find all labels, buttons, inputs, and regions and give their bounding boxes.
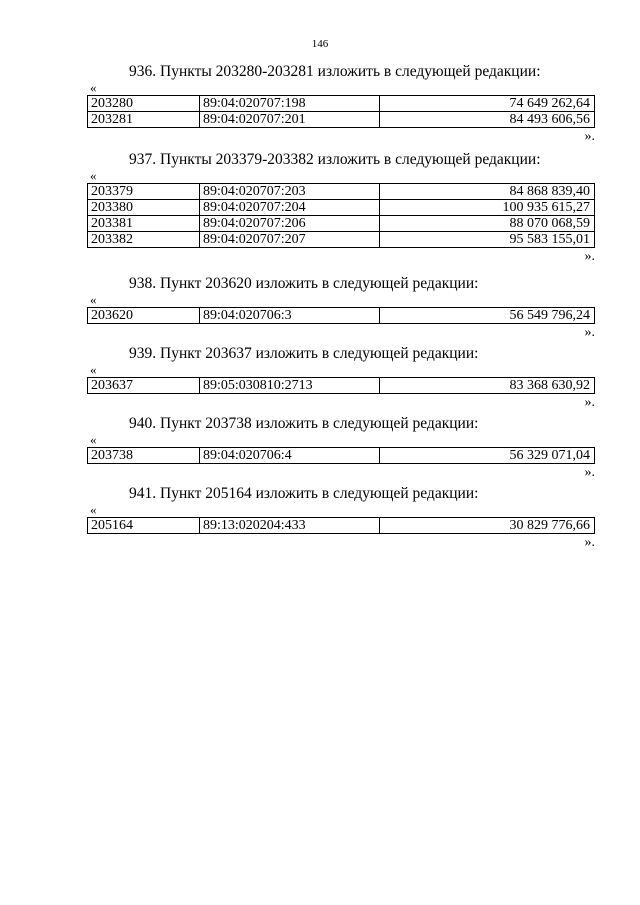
table-row [88,378,595,394]
table-row [88,232,595,248]
value-cell: 100 935 615,27 [380,200,595,216]
cadastral-number-cell: 89:04:020706:4 [200,448,380,464]
opening-quote: « [90,80,97,95]
value-cell: 83 368 630,92 [380,378,595,394]
closing-quote: ». [584,465,595,480]
item-number-cell: 203738 [88,448,200,464]
table-row [88,96,595,112]
value-cell: 56 329 071,04 [380,448,595,464]
cadastral-number-cell: 89:04:020707:206 [200,216,380,232]
amendment-table [87,307,595,324]
amendment-heading: 938. Пункт 203620 изложить в следующей редакции: [129,275,479,292]
amendment-table [87,377,595,394]
amendment-heading: 940. Пункт 203738 изложить в следующей редакции: [129,415,479,432]
value-cell: 95 583 155,01 [380,232,595,248]
opening-quote: « [90,168,97,183]
value-cell: 84 868 839,40 [380,184,595,200]
amendment-section-940 [87,414,595,482]
cadastral-number-cell: 89:04:020706:3 [200,308,380,324]
table-row [88,448,595,464]
cadastral-number-cell: 89:04:020707:207 [200,232,380,248]
cadastral-number-cell: 89:04:020707:203 [200,184,380,200]
page-number: 146 [311,38,329,50]
amendment-section-937 [87,150,595,266]
amendment-heading: 937. Пункты 203379-203382 изложить в следующей редакции: [129,151,541,168]
cadastral-number-cell: 89:04:020707:198 [200,96,380,112]
closing-quote: ». [584,325,595,340]
table-row [88,184,595,200]
opening-quote: « [90,432,97,447]
closing-quote: ». [584,395,595,410]
cadastral-number-cell: 89:04:020707:201 [200,112,380,128]
item-number-cell: 203620 [88,308,200,324]
value-cell: 84 493 606,56 [380,112,595,128]
item-number-cell: 203379 [88,184,200,200]
value-cell: 30 829 776,66 [380,518,595,534]
cadastral-number-cell: 89:13:020204:433 [200,518,380,534]
item-number-cell: 203382 [88,232,200,248]
amendment-heading: 941. Пункт 205164 изложить в следующей редакции: [129,485,479,502]
amendment-table [87,517,595,534]
closing-quote: ». [584,129,595,144]
closing-quote: ». [584,535,595,550]
item-number-cell: 203281 [88,112,200,128]
value-cell: 74 649 262,64 [380,96,595,112]
amendment-section-939 [87,344,595,412]
item-number-cell: 203380 [88,200,200,216]
opening-quote: « [90,292,97,307]
amendment-section-936 [87,62,595,146]
amendment-table [87,95,595,128]
cadastral-number-cell: 89:04:020707:204 [200,200,380,216]
item-number-cell: 205164 [88,518,200,534]
item-number-cell: 203381 [88,216,200,232]
value-cell: 56 549 796,24 [380,308,595,324]
item-number-cell: 203280 [88,96,200,112]
table-row [88,518,595,534]
opening-quote: « [90,362,97,377]
table-row [88,200,595,216]
amendment-heading: 939. Пункт 203637 изложить в следующей редакции: [129,345,479,362]
table-row [88,216,595,232]
closing-quote: ». [584,249,595,264]
amendment-section-941 [87,484,595,552]
table-row [88,308,595,324]
amendment-heading: 936. Пункты 203280-203281 изложить в следующей редакции: [129,63,541,80]
table-row [88,112,595,128]
amendment-table [87,447,595,464]
opening-quote: « [90,502,97,517]
cadastral-number-cell: 89:05:030810:2713 [200,378,380,394]
value-cell: 88 070 068,59 [380,216,595,232]
item-number-cell: 203637 [88,378,200,394]
amendment-table [87,183,595,248]
amendment-section-938 [87,274,595,342]
